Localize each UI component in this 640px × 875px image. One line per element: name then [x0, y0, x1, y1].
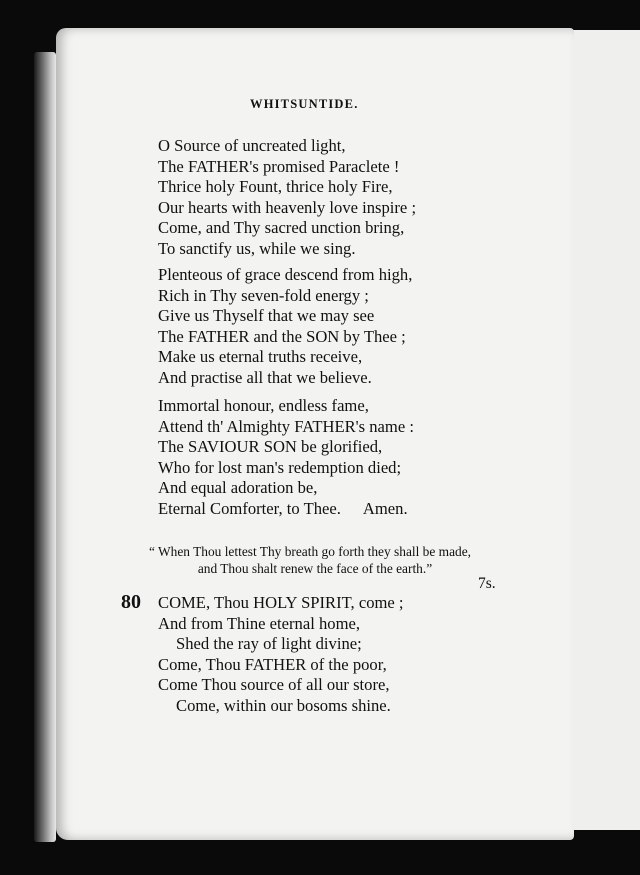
verse-line: Rich in Thy seven-fold energy ;: [158, 285, 369, 305]
verse-line: Come, and Thy sacred unction bring,: [158, 218, 405, 237]
scripture-epigraph: [115, 543, 505, 577]
verse-line: Come Thou source of all our store,: [158, 675, 390, 694]
verse-line: And practise all that we believe.: [158, 367, 372, 387]
book-spine: [34, 52, 56, 842]
stanza-3: [158, 396, 414, 519]
verse-line: And from Thine eternal home,: [158, 613, 360, 633]
verse-line: Come, Thou FATHER of the poor,: [158, 654, 387, 674]
running-head: WHITSUNTIDE.: [250, 97, 359, 111]
verse-line: To sanctify us, while we sing.: [158, 238, 356, 258]
verse-line: The FATHER and the SON by Thee ;: [158, 326, 406, 346]
verse-line: Make us eternal truths receive,: [158, 347, 363, 366]
verse-line: Who for lost man's redemption died;: [158, 457, 402, 477]
verse-line: Come, within our bosoms shine.: [176, 695, 391, 715]
verse-line: The FATHER's promised Paraclete !: [158, 156, 400, 176]
verse-line: And equal adoration be,: [158, 478, 318, 497]
verse-line-text: Eternal Comforter, to Thee.: [158, 498, 341, 518]
stanza-2: [158, 265, 412, 388]
meter-label: 7s.: [478, 575, 496, 592]
verse-line: Thrice holy Fount, thrice holy Fire,: [158, 177, 393, 196]
verse-line: Shed the ray of light divine;: [176, 634, 362, 653]
verse-line: Plenteous of grace descend from high,: [158, 265, 413, 284]
verse-line: [158, 499, 414, 520]
verse-line: Immortal honour, endless fame,: [158, 396, 369, 415]
verse-line: Give us Thyself that we may see: [158, 306, 375, 325]
verse-line: Our hearts with heavenly love inspire ;: [158, 197, 417, 217]
epigraph-line: and Thou shalt renew the face of the earth.”: [197, 561, 433, 576]
epigraph-line: “ When Thou lettest Thy breath go forth they shall be made,: [148, 544, 472, 559]
verse-line: O Source of uncreated light,: [158, 136, 346, 155]
facing-page-edge: [570, 30, 640, 830]
verse-line: COME, Thou HOLY SPIRIT, come ;: [158, 593, 404, 612]
hymn-80-stanza: [158, 593, 404, 716]
hymn-number: 80: [121, 591, 141, 613]
stanza-1: [158, 136, 416, 259]
verse-line: The SAVIOUR SON be glorified,: [158, 437, 383, 456]
amen-text: Amen.: [362, 498, 408, 518]
verse-line: Attend th' Almighty FATHER's name :: [158, 416, 414, 436]
